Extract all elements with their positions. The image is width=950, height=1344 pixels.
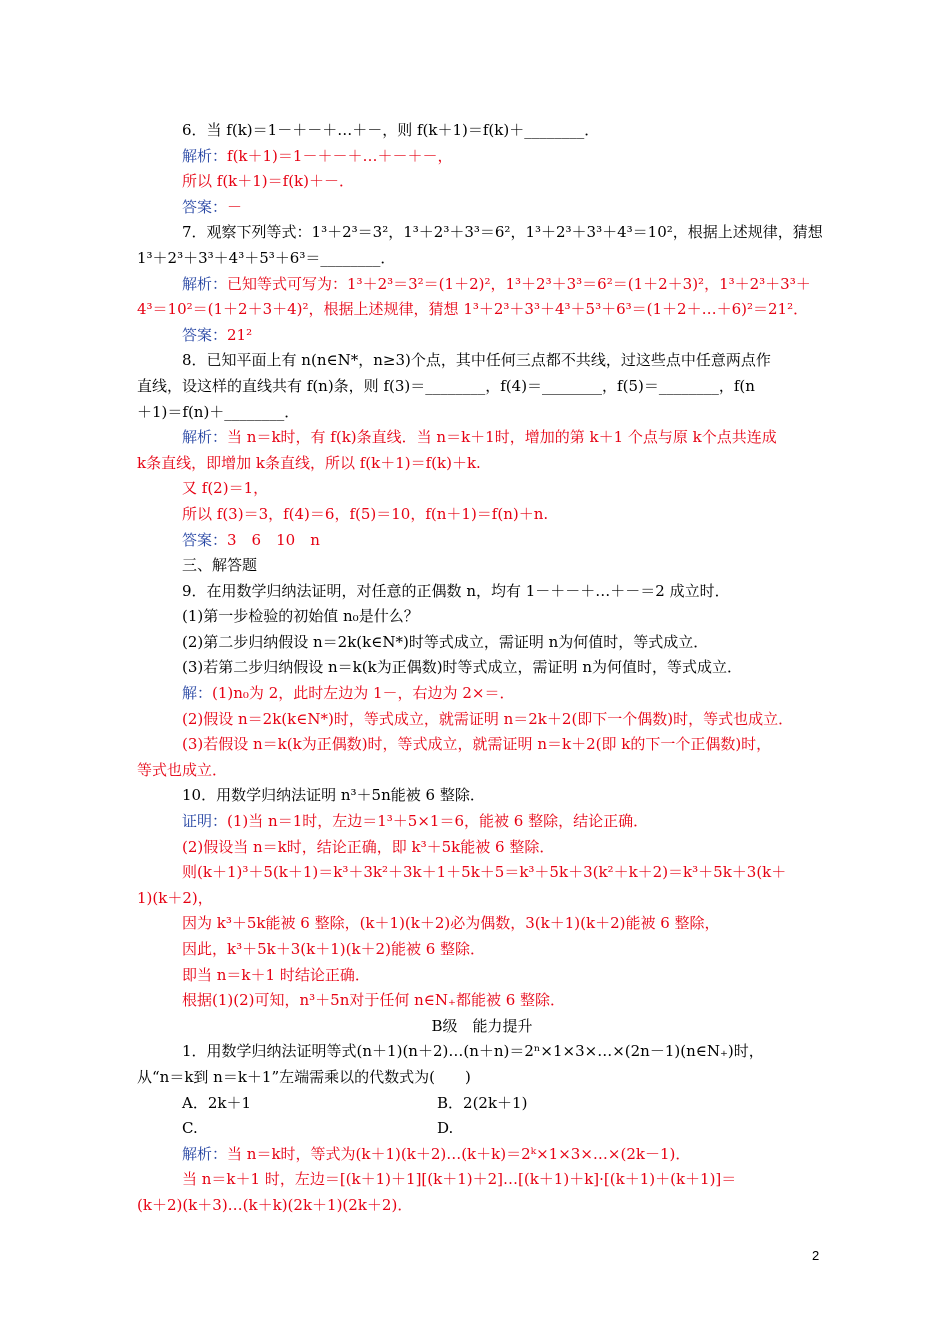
text-line — [137, 604, 827, 630]
line-text: (2)第二步归纳假设 n＝2k(k∈N*)时等式成立，需证明 n为何值时，等式成立． — [182, 632, 709, 651]
question-block-a — [137, 118, 827, 1091]
line-text: 因此，k³＋5k＋3(k＋1)(k＋2)能被 6 整除． — [182, 940, 486, 958]
answer-label: 解析： — [182, 1144, 228, 1163]
text-line — [137, 835, 827, 861]
line-text: 1)(k＋2)， — [137, 888, 213, 907]
page-number: 2 — [812, 1248, 820, 1263]
answer-label: 解析： — [182, 274, 228, 293]
text-line — [137, 911, 827, 937]
answer-label: 解： — [182, 684, 213, 703]
text-line — [137, 220, 827, 246]
line-text: 当 n＝k时，等式为(k＋1)(k＋2)…(k＋k)＝2ᵏ×1×3×…×(2k－1)． — [227, 1144, 691, 1163]
line-text: 4³＝10²＝(1＋2＋3＋4)²，根据上述规律，猜想 1³＋2³＋3³＋4³＋5³＋6³＝(1＋2＋…＋6)²＝21²． — [137, 300, 809, 319]
line-text: (1)n₀为 2，此时左边为 1－，右边为 2×＝． — [212, 684, 515, 703]
line-text: 因为 k³＋5k能被 6 整除，(k＋1)(k＋2)必为偶数，3(k＋1)(k＋2)能被 6 整除， — [182, 914, 720, 933]
answer-label: 答案： — [182, 197, 228, 216]
line-text: (2)假设 n＝2k(k∈N*)时，等式成立，就需证明 n＝2k＋2(即下一个偶数)时，等式也成立． — [182, 709, 794, 728]
line-text: 1．用数学归纳法证明等式(n＋1)(n＋2)…(n＋n)＝2ⁿ×1×3×…×(2n－1)(n∈N₊)时， — [182, 1042, 764, 1061]
text-line — [137, 681, 827, 707]
option-row — [137, 1116, 827, 1142]
line-text: f(k＋1)＝1－＋－＋…＋－＋－， — [227, 146, 453, 165]
line-text: 即当 n＝k＋1 时结论正确． — [182, 965, 370, 984]
line-text: 三、解答题 — [182, 556, 258, 575]
question-block-b — [137, 1142, 827, 1219]
text-line — [137, 732, 827, 758]
text-line — [137, 860, 827, 886]
line-text: ＋1)＝f(n)＋________． — [137, 402, 300, 421]
text-line — [137, 963, 827, 989]
text-line — [137, 783, 827, 809]
answer-label: 解析： — [182, 428, 228, 447]
line-text: 9．在用数学归纳法证明，对任意的正偶数 n，均有 1－＋－＋…＋－＝2 成立时． — [182, 581, 730, 600]
line-text: 7．观察下列等式：1³＋2³＝3²，1³＋2³＋3³＝6²，1³＋2³＋3³＋4³＝10²，根据上述规律，猜想 — [182, 223, 823, 242]
text-line — [137, 758, 827, 784]
text-line — [137, 1193, 827, 1219]
line-text: 根据(1)(2)可知，n³＋5n对于任何 n∈N₊都能被 6 整除． — [182, 991, 566, 1010]
line-text: 8．已知平面上有 n(n∈N*，n≥3)个点，其中任何三点都不共线，过这些点中任意两点作 — [182, 351, 771, 370]
line-text: 6．当 f(k)＝1－＋－＋…＋－，则 f(k＋1)＝f(k)＋________． — [182, 121, 600, 139]
text-line — [137, 553, 827, 579]
text-line — [137, 988, 827, 1014]
line-text: 21² — [227, 325, 253, 344]
line-text: (1)第一步检验的初始值 n₀是什么？ — [182, 607, 419, 626]
line-text: 等式也成立． — [137, 760, 228, 779]
choice-option: D. — [437, 1119, 454, 1138]
line-text: (1)当 n＝1时，左边＝1³＋5×1＝6，能被 6 整除，结论正确． — [227, 812, 649, 831]
line-text: 又 f(2)＝1， — [182, 479, 269, 498]
line-text: 从“n＝k到 n＝k＋1”左端需乘以的代数式为( ) — [137, 1067, 471, 1086]
text-line — [137, 476, 827, 502]
text-line — [137, 1167, 827, 1193]
line-text: 则(k＋1)³＋5(k＋1)＝k³＋3k²＋3k＋1＋5k＋5＝k³＋5k＋3(k²＋k＋2)＝k³＋5k＋3(k＋ — [182, 863, 787, 882]
line-text: 当 n＝k＋1 时，左边＝[(k＋1)＋1][(k＋1)＋2]…[(k＋1)＋k]·[(k＋1)＋(k＋1)]＝ — [182, 1170, 737, 1189]
text-line — [137, 195, 827, 221]
choice-option: C. — [182, 1119, 198, 1138]
text-line — [137, 630, 827, 656]
line-text: 已知等式可写为：1³＋2³＝3²＝(1＋2)²，1³＋2³＋3³＝6²＝(1＋2＋3)²，1³＋2³＋3³＋ — [227, 274, 811, 293]
text-line — [137, 297, 827, 323]
line-text: 10．用数学归纳法证明 n³＋5n能被 6 整除． — [182, 786, 485, 805]
text-line — [137, 400, 827, 426]
text-line — [137, 425, 827, 451]
text-line — [137, 937, 827, 963]
line-text: － — [227, 197, 243, 216]
option-row — [137, 1091, 827, 1117]
line-text: B级 能力提升 — [431, 1016, 533, 1035]
line-text: k条直线，即增加 k条直线，所以 f(k＋1)＝f(k)＋k. — [137, 453, 481, 472]
line-text: (k＋2)(k＋3)…(k＋k)(2k＋1)(2k＋2)． — [137, 1195, 413, 1214]
choice-options — [137, 1091, 827, 1142]
line-text: 1³＋2³＋3³＋4³＋5³＋6³＝________． — [137, 248, 396, 267]
text-line — [137, 272, 827, 298]
document-body — [137, 118, 827, 1219]
text-line — [137, 348, 827, 374]
text-line — [137, 707, 827, 733]
line-text: 当 n＝k时，有 f(k)条直线．当 n＝k＋1时，增加的第 k＋1 个点与原 k个点共连成 — [227, 428, 777, 447]
answer-label: 解析： — [182, 146, 228, 165]
text-line — [137, 1014, 827, 1040]
line-text: (2)假设当 n＝k时，结论正确，即 k³＋5k能被 6 整除． — [182, 837, 555, 856]
text-line — [137, 323, 827, 349]
text-line — [137, 169, 827, 195]
choice-option: B．2(2k＋1) — [437, 1093, 528, 1112]
text-line — [137, 579, 827, 605]
text-line — [137, 809, 827, 835]
text-line — [137, 374, 827, 400]
text-line — [137, 144, 827, 170]
line-text: 所以 f(k＋1)＝f(k)＋－． — [182, 172, 355, 191]
line-text: 3 6 10 n — [227, 530, 320, 549]
text-line — [137, 1065, 827, 1091]
answer-label: 证明： — [182, 812, 228, 831]
text-line — [137, 1039, 827, 1065]
line-text: (3)若假设 n＝k(k为正偶数)时，等式成立，就需证明 n＝k＋2(即 k的下一个正偶数)时， — [182, 735, 772, 754]
text-line — [137, 655, 827, 681]
text-line — [137, 528, 827, 554]
choice-option: A．2k＋1 — [182, 1093, 252, 1112]
text-line — [137, 886, 827, 912]
line-text: 直线，设这样的直线共有 f(n)条，则 f(3)＝________，f(4)＝________，f(5)＝________，f(n — [137, 376, 755, 395]
answer-label: 答案： — [182, 325, 228, 344]
text-line — [137, 502, 827, 528]
text-line — [137, 118, 827, 144]
answer-label: 答案： — [182, 530, 228, 549]
line-text: (3)若第二步归纳假设 n＝k(k为正偶数)时等式成立，需证明 n为何值时，等式成立． — [182, 658, 742, 677]
text-line — [137, 246, 827, 272]
text-line — [137, 451, 827, 477]
line-text: 所以 f(3)＝3，f(4)＝6，f(5)＝10，f(n＋1)＝f(n)＋n. — [182, 504, 549, 523]
text-line — [137, 1142, 827, 1168]
